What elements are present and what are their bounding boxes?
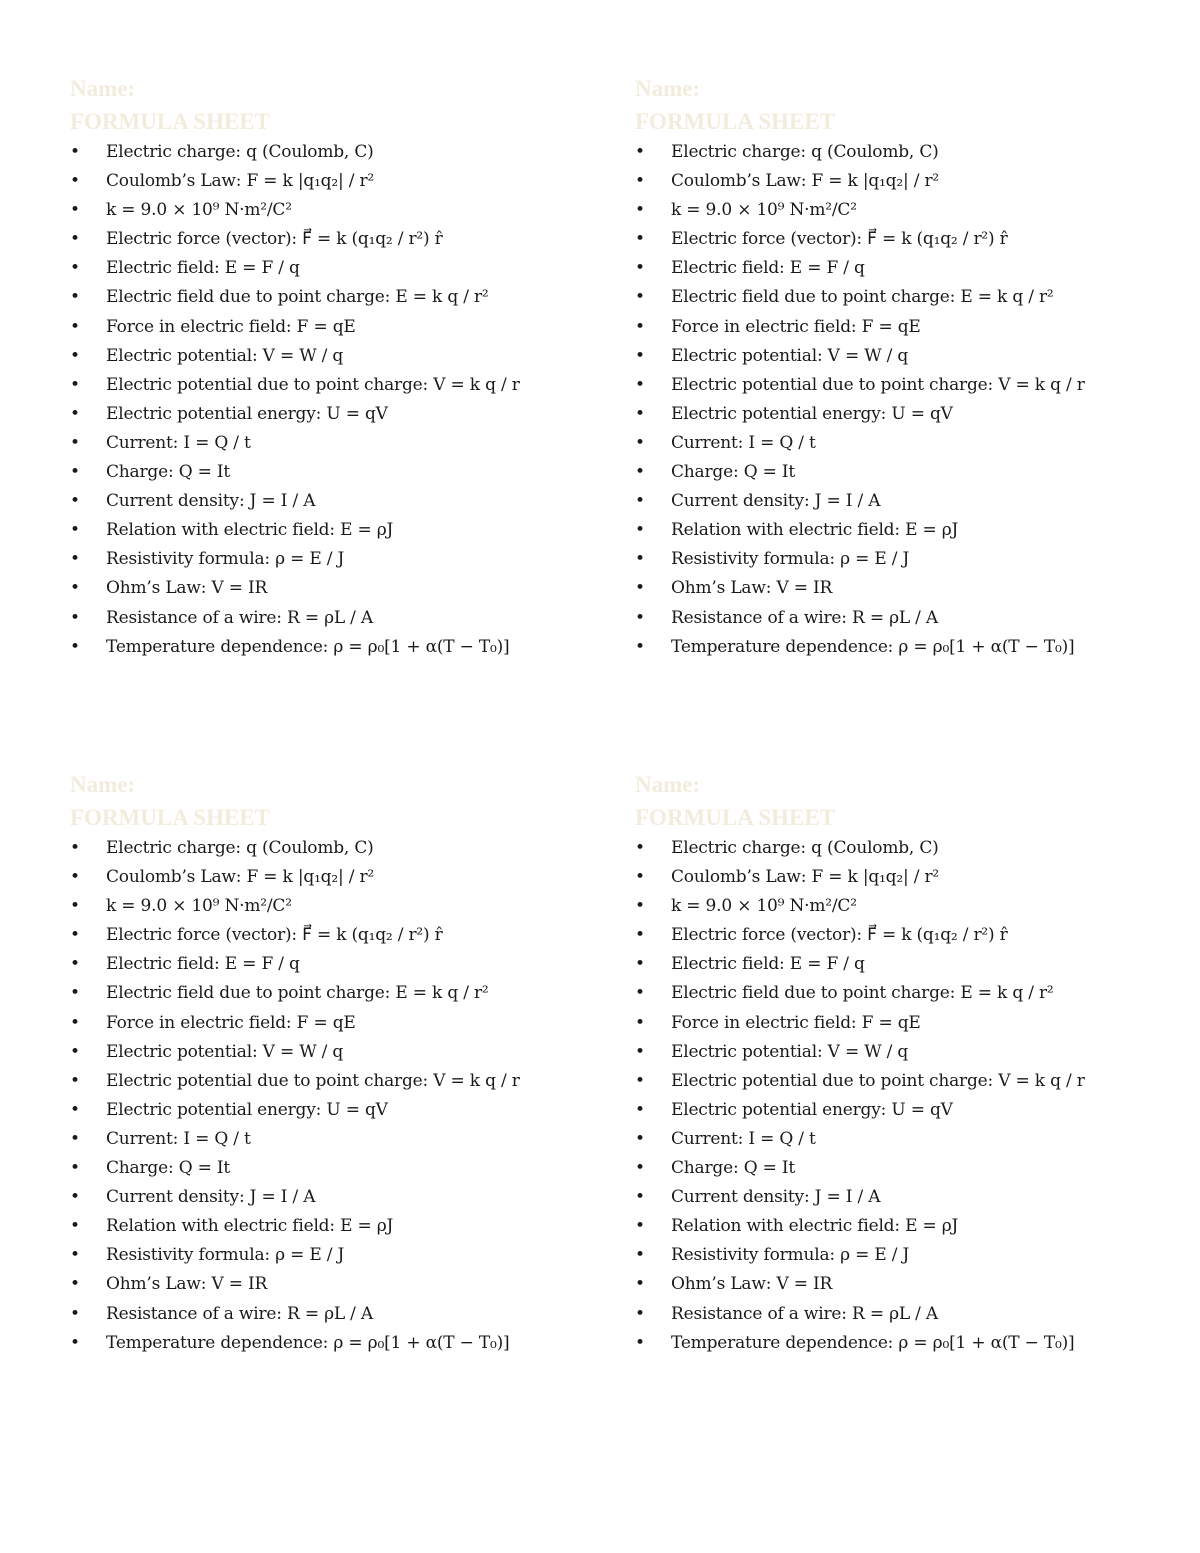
formula-text: Charge: Q = It bbox=[671, 462, 796, 483]
bullet-icon: • bbox=[635, 1303, 645, 1324]
formula-text: Ohm’s Law: V = IR bbox=[106, 578, 268, 599]
formula-item bbox=[635, 1300, 1135, 1329]
bullet-icon: • bbox=[70, 925, 80, 946]
formula-item bbox=[70, 892, 570, 921]
bullet-icon: • bbox=[70, 432, 80, 453]
formula-text: Electric field due to point charge: E = k q / r² bbox=[671, 983, 1054, 1004]
bullet-icon: • bbox=[635, 954, 645, 975]
formula-item bbox=[635, 1067, 1135, 1096]
formula-text: Relation with electric field: E = ρJ bbox=[671, 1216, 959, 1237]
bullet-icon: • bbox=[635, 1128, 645, 1149]
formula-text: Electric potential energy: U = qV bbox=[106, 403, 388, 424]
formula-text: Electric charge: q (Coulomb, C) bbox=[671, 142, 939, 162]
sheet-title: FORMULA SHEET bbox=[635, 109, 836, 134]
formula-text: Electric potential due to point charge: V = k q / r bbox=[106, 374, 520, 395]
formula-item bbox=[70, 283, 570, 312]
formula-item bbox=[70, 1125, 570, 1154]
formula-text: Electric charge: q (Coulomb, C) bbox=[671, 838, 939, 858]
bullet-icon: • bbox=[70, 200, 80, 221]
bullet-icon: • bbox=[635, 1274, 645, 1295]
bullet-icon: • bbox=[635, 1158, 645, 1179]
formula-list bbox=[635, 138, 1135, 662]
bullet-icon: • bbox=[635, 1012, 645, 1033]
bullet-icon: • bbox=[635, 142, 645, 162]
formula-text: Temperature dependence: ρ = ρ₀[1 + α(T − T₀)] bbox=[106, 636, 510, 657]
formula-item bbox=[635, 863, 1135, 892]
bullet-icon: • bbox=[70, 1041, 80, 1062]
bullet-icon: • bbox=[635, 200, 645, 221]
formula-item bbox=[70, 1154, 570, 1183]
formula-item bbox=[70, 487, 570, 516]
formula-text: Temperature dependence: ρ = ρ₀[1 + α(T − T₀)] bbox=[671, 636, 1075, 657]
formula-item bbox=[635, 429, 1135, 458]
formula-text: Force in electric field: F = qE bbox=[106, 1012, 356, 1033]
formula-item bbox=[635, 487, 1135, 516]
formula-text: Charge: Q = It bbox=[106, 462, 231, 483]
formula-item bbox=[635, 545, 1135, 574]
formula-text: k = 9.0 × 10⁹ N·m²/C² bbox=[671, 896, 857, 917]
bullet-icon: • bbox=[70, 491, 80, 512]
formula-text: Electric potential due to point charge: V = k q / r bbox=[671, 374, 1085, 395]
sheet-title: FORMULA SHEET bbox=[635, 805, 836, 830]
sheet-title: FORMULA SHEET bbox=[70, 109, 271, 134]
formula-item bbox=[635, 313, 1135, 342]
bullet-icon: • bbox=[635, 549, 645, 570]
bullet-icon: • bbox=[635, 1216, 645, 1237]
formula-item bbox=[635, 979, 1135, 1008]
formula-text: Charge: Q = It bbox=[106, 1158, 231, 1179]
formula-sheet-top-right bbox=[635, 72, 1135, 662]
bullet-icon: • bbox=[635, 1332, 645, 1353]
formula-item bbox=[70, 225, 570, 254]
formula-text: Electric field: E = F / q bbox=[671, 258, 865, 279]
bullet-icon: • bbox=[635, 983, 645, 1004]
bullet-icon: • bbox=[635, 287, 645, 308]
formula-sheet-top-left bbox=[70, 72, 570, 662]
formula-list bbox=[70, 834, 570, 1358]
bullet-icon: • bbox=[70, 1158, 80, 1179]
formula-text: Resistance of a wire: R = ρL / A bbox=[671, 607, 938, 628]
bullet-icon: • bbox=[70, 258, 80, 279]
formula-text: Electric charge: q (Coulomb, C) bbox=[106, 142, 374, 162]
formula-item bbox=[70, 1212, 570, 1241]
formula-text: Resistivity formula: ρ = E / J bbox=[106, 1245, 345, 1266]
bullet-icon: • bbox=[70, 838, 80, 858]
formula-text: Electric potential due to point charge: V = k q / r bbox=[671, 1070, 1085, 1091]
formula-text: Resistivity formula: ρ = E / J bbox=[106, 549, 345, 570]
bullet-icon: • bbox=[70, 1187, 80, 1208]
formula-item bbox=[635, 574, 1135, 603]
bullet-icon: • bbox=[70, 1070, 80, 1091]
formula-item bbox=[635, 283, 1135, 312]
bullet-icon: • bbox=[635, 896, 645, 917]
bullet-icon: • bbox=[70, 1332, 80, 1353]
formula-text: Electric potential: V = W / q bbox=[106, 1041, 344, 1062]
sheet-title: FORMULA SHEET bbox=[70, 805, 271, 830]
formula-text: Electric force (vector): F⃗ = k (q₁q₂ / r²) r̂ bbox=[671, 925, 1008, 946]
name-label: Name: bbox=[635, 76, 701, 101]
formula-item bbox=[635, 225, 1135, 254]
formula-item bbox=[635, 892, 1135, 921]
formula-text: Ohm’s Law: V = IR bbox=[106, 1274, 268, 1295]
formula-text: Electric potential energy: U = qV bbox=[671, 1099, 953, 1120]
bullet-icon: • bbox=[635, 636, 645, 657]
bullet-icon: • bbox=[635, 867, 645, 888]
formula-text: Force in electric field: F = qE bbox=[671, 316, 921, 337]
formula-item bbox=[70, 921, 570, 950]
formula-item bbox=[70, 371, 570, 400]
bullet-icon: • bbox=[70, 867, 80, 888]
formula-text: Charge: Q = It bbox=[671, 1158, 796, 1179]
bullet-icon: • bbox=[635, 925, 645, 946]
bullet-icon: • bbox=[635, 607, 645, 628]
formula-item bbox=[70, 196, 570, 225]
formula-text: Coulomb’s Law: F = k |q₁q₂| / r² bbox=[106, 867, 374, 888]
formula-item bbox=[635, 1096, 1135, 1125]
bullet-icon: • bbox=[70, 1012, 80, 1033]
formula-item bbox=[635, 633, 1135, 662]
formula-item bbox=[70, 167, 570, 196]
formula-item bbox=[70, 1038, 570, 1067]
bullet-icon: • bbox=[635, 838, 645, 858]
formula-text: Electric field: E = F / q bbox=[106, 954, 300, 975]
formula-text: Electric force (vector): F⃗ = k (q₁q₂ / r²) r̂ bbox=[106, 229, 443, 250]
formula-item bbox=[70, 458, 570, 487]
formula-text: Current: I = Q / t bbox=[671, 1128, 816, 1149]
formula-text: Electric potential: V = W / q bbox=[106, 345, 344, 366]
formula-item bbox=[635, 167, 1135, 196]
bullet-icon: • bbox=[70, 1099, 80, 1120]
formula-item bbox=[635, 1009, 1135, 1038]
formula-text: Electric potential energy: U = qV bbox=[671, 403, 953, 424]
bullet-icon: • bbox=[70, 549, 80, 570]
formula-item bbox=[635, 1154, 1135, 1183]
formula-item bbox=[70, 1009, 570, 1038]
formula-text: Current density: J = I / A bbox=[106, 1187, 316, 1208]
bullet-icon: • bbox=[70, 983, 80, 1004]
formula-text: Relation with electric field: E = ρJ bbox=[106, 1216, 394, 1237]
bullet-icon: • bbox=[635, 578, 645, 599]
formula-text: Ohm’s Law: V = IR bbox=[671, 578, 833, 599]
bullet-icon: • bbox=[635, 1245, 645, 1266]
formula-text: Current density: J = I / A bbox=[671, 1187, 881, 1208]
formula-text: Electric force (vector): F⃗ = k (q₁q₂ / r²) r̂ bbox=[106, 925, 443, 946]
formula-text: Force in electric field: F = qE bbox=[106, 316, 356, 337]
formula-text: Current density: J = I / A bbox=[671, 491, 881, 512]
formula-item bbox=[70, 254, 570, 283]
formula-text: k = 9.0 × 10⁹ N·m²/C² bbox=[671, 200, 857, 221]
formula-item bbox=[635, 1183, 1135, 1212]
formula-text: k = 9.0 × 10⁹ N·m²/C² bbox=[106, 896, 292, 917]
bullet-icon: • bbox=[70, 1128, 80, 1149]
formula-item bbox=[635, 1212, 1135, 1241]
formula-text: Temperature dependence: ρ = ρ₀[1 + α(T − T₀)] bbox=[671, 1332, 1075, 1353]
formula-item bbox=[70, 1067, 570, 1096]
formula-sheet-bottom-right bbox=[635, 768, 1135, 1358]
bullet-icon: • bbox=[635, 258, 645, 279]
formula-item bbox=[635, 342, 1135, 371]
formula-text: k = 9.0 × 10⁹ N·m²/C² bbox=[106, 200, 292, 221]
formula-item bbox=[635, 1125, 1135, 1154]
formula-item bbox=[70, 400, 570, 429]
formula-item bbox=[70, 633, 570, 662]
bullet-icon: • bbox=[70, 462, 80, 483]
formula-item bbox=[635, 604, 1135, 633]
formula-text: Electric field due to point charge: E = k q / r² bbox=[671, 287, 1054, 308]
formula-text: Electric potential energy: U = qV bbox=[106, 1099, 388, 1120]
formula-item bbox=[635, 400, 1135, 429]
bullet-icon: • bbox=[635, 229, 645, 250]
bullet-icon: • bbox=[635, 520, 645, 541]
bullet-icon: • bbox=[635, 171, 645, 192]
bullet-icon: • bbox=[635, 1070, 645, 1091]
formula-item bbox=[70, 1183, 570, 1212]
formula-item bbox=[635, 371, 1135, 400]
formula-item bbox=[635, 1270, 1135, 1299]
formula-text: Electric potential: V = W / q bbox=[671, 345, 909, 366]
formula-text: Coulomb’s Law: F = k |q₁q₂| / r² bbox=[671, 171, 939, 192]
formula-item bbox=[635, 516, 1135, 545]
formula-item bbox=[70, 979, 570, 1008]
formula-item bbox=[70, 1096, 570, 1125]
bullet-icon: • bbox=[70, 403, 80, 424]
bullet-icon: • bbox=[635, 432, 645, 453]
formula-text: Relation with electric field: E = ρJ bbox=[671, 520, 959, 541]
formula-text: Electric field: E = F / q bbox=[671, 954, 865, 975]
formula-item bbox=[70, 138, 570, 167]
formula-item bbox=[635, 1241, 1135, 1270]
bullet-icon: • bbox=[70, 607, 80, 628]
formula-item bbox=[70, 604, 570, 633]
bullet-icon: • bbox=[635, 345, 645, 366]
formula-text: Resistivity formula: ρ = E / J bbox=[671, 549, 910, 570]
formula-text: Current density: J = I / A bbox=[106, 491, 316, 512]
formula-text: Electric charge: q (Coulomb, C) bbox=[106, 838, 374, 858]
formula-item bbox=[70, 516, 570, 545]
bullet-icon: • bbox=[70, 142, 80, 162]
formula-text: Current: I = Q / t bbox=[671, 432, 816, 453]
bullet-icon: • bbox=[70, 954, 80, 975]
bullet-icon: • bbox=[635, 403, 645, 424]
bullet-icon: • bbox=[70, 578, 80, 599]
formula-list bbox=[635, 834, 1135, 1358]
formula-item bbox=[635, 1038, 1135, 1067]
formula-item bbox=[635, 254, 1135, 283]
formula-text: Force in electric field: F = qE bbox=[671, 1012, 921, 1033]
formula-text: Current: I = Q / t bbox=[106, 1128, 251, 1149]
formula-item bbox=[635, 921, 1135, 950]
formula-text: Relation with electric field: E = ρJ bbox=[106, 520, 394, 541]
formula-text: Electric field due to point charge: E = k q / r² bbox=[106, 983, 489, 1004]
formula-item bbox=[635, 950, 1135, 979]
formula-text: Coulomb’s Law: F = k |q₁q₂| / r² bbox=[671, 867, 939, 888]
formula-item bbox=[70, 429, 570, 458]
formula-item bbox=[70, 342, 570, 371]
bullet-icon: • bbox=[70, 171, 80, 192]
formula-item bbox=[635, 458, 1135, 487]
formula-item bbox=[70, 863, 570, 892]
name-label: Name: bbox=[70, 76, 136, 101]
bullet-icon: • bbox=[70, 316, 80, 337]
bullet-icon: • bbox=[70, 520, 80, 541]
bullet-icon: • bbox=[635, 491, 645, 512]
formula-text: Resistivity formula: ρ = E / J bbox=[671, 1245, 910, 1266]
formula-item bbox=[635, 834, 1135, 863]
bullet-icon: • bbox=[70, 636, 80, 657]
formula-text: Electric field due to point charge: E = k q / r² bbox=[106, 287, 489, 308]
formula-text: Electric potential due to point charge: V = k q / r bbox=[106, 1070, 520, 1091]
name-label: Name: bbox=[70, 772, 136, 797]
formula-item bbox=[70, 950, 570, 979]
bullet-icon: • bbox=[70, 287, 80, 308]
formula-text: Resistance of a wire: R = ρL / A bbox=[671, 1303, 938, 1324]
formula-item bbox=[70, 1329, 570, 1358]
formula-text: Electric force (vector): F⃗ = k (q₁q₂ / r²) r̂ bbox=[671, 229, 1008, 250]
formula-item bbox=[70, 574, 570, 603]
bullet-icon: • bbox=[70, 1274, 80, 1295]
formula-item bbox=[70, 1270, 570, 1299]
bullet-icon: • bbox=[635, 1041, 645, 1062]
formula-text: Ohm’s Law: V = IR bbox=[671, 1274, 833, 1295]
formula-text: Resistance of a wire: R = ρL / A bbox=[106, 607, 373, 628]
formula-item bbox=[70, 1241, 570, 1270]
bullet-icon: • bbox=[70, 1245, 80, 1266]
bullet-icon: • bbox=[635, 1099, 645, 1120]
bullet-icon: • bbox=[635, 374, 645, 395]
bullet-icon: • bbox=[635, 316, 645, 337]
formula-text: Coulomb’s Law: F = k |q₁q₂| / r² bbox=[106, 171, 374, 192]
bullet-icon: • bbox=[635, 462, 645, 483]
formula-item bbox=[635, 196, 1135, 225]
bullet-icon: • bbox=[70, 374, 80, 395]
formula-text: Resistance of a wire: R = ρL / A bbox=[106, 1303, 373, 1324]
bullet-icon: • bbox=[70, 1216, 80, 1237]
bullet-icon: • bbox=[70, 896, 80, 917]
formula-item bbox=[70, 313, 570, 342]
formula-text: Electric potential: V = W / q bbox=[671, 1041, 909, 1062]
formula-item bbox=[70, 1300, 570, 1329]
bullet-icon: • bbox=[635, 1187, 645, 1208]
formula-item bbox=[635, 1329, 1135, 1358]
bullet-icon: • bbox=[70, 229, 80, 250]
formula-item bbox=[635, 138, 1135, 167]
formula-text: Electric field: E = F / q bbox=[106, 258, 300, 279]
formula-text: Temperature dependence: ρ = ρ₀[1 + α(T − T₀)] bbox=[106, 1332, 510, 1353]
formula-item bbox=[70, 834, 570, 863]
formula-sheet-bottom-left bbox=[70, 768, 570, 1358]
bullet-icon: • bbox=[70, 345, 80, 366]
formula-text: Current: I = Q / t bbox=[106, 432, 251, 453]
formula-item bbox=[70, 545, 570, 574]
bullet-icon: • bbox=[70, 1303, 80, 1324]
name-label: Name: bbox=[635, 772, 701, 797]
formula-list bbox=[70, 138, 570, 662]
